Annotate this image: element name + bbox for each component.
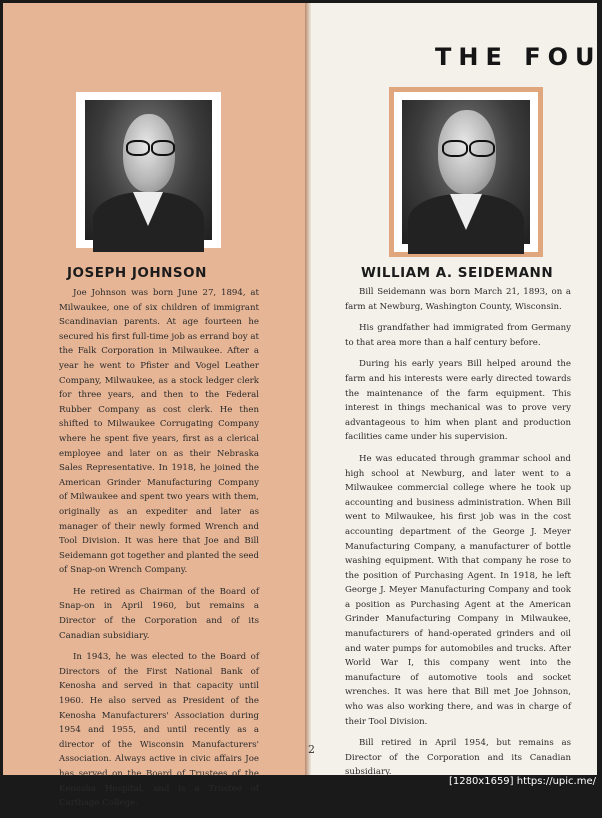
left-paragraph: In 1943, he was elected to the Board of Directors of the First National Bank of Kenosha and served in that capacity until 1960. He also served as President of the Kenosha Manufacturers' Association during 1954 and 1955, and until recently as a director of the Wisconsin Manufacturers' Association. Always active in civic affairs Joe has served on the Board of Trustees of the Kenosha Hospital, and is a Trustee of Carthage College. [59,652,259,809]
source-watermark: [1280x1659] https://upic.me/ [448,776,596,787]
left-paragraph: Joe Johnson was born June 27, 1894, at Milwaukee, one of six children of immigrant Scandinavian parents. At age fourteen he secured his first full-time job as errand boy at the Falk Corporation in Milwaukee. After a year he went to Pfister and Vogel Leather Company, Milwaukee, as a stock ledger clerk for three years, and then to the Federal Rubber Company as cost clerk. He then shifted to Milwaukee Corrugating Company where he spent five years, first as a clerical employee and later on as their Nebraska Sales Representative. In 1918, he joined the American Grinder Manufacturing Company of Milwaukee and spent two years with them, originally as an expediter and later as manager of their newly formed Wrench and Tool Division. It was here that Joe and Bill Seidemann got together and planted the seed of Snap-on Wrench Company. [59,288,259,576]
page-number: 2 [308,743,315,756]
left-page [3,3,305,809]
joseph-johnson-photo [76,92,221,248]
right-paragraph: During his early years Bill helped around the farm and his interests were early directed towards the maintenance of the farm equipment. This interest in things mechanical was to prove very advantageous to him when plant and production facilities came under his supervision. [345,359,571,443]
right-biography [345,285,571,787]
right-page [311,3,602,778]
left-biography [59,286,259,818]
left-paragraph: He retired as Chairman of the Board of Snap-on in April 1960, but remains a Director of the Corporation and of its Canadian subsidiary. [59,586,259,641]
right-paragraph: Bill Seidemann was born March 21, 1893, on a farm at Newburg, Washington County, Wisconsin. [345,287,571,312]
section-title: THE FOU [435,43,602,71]
right-paragraph: He was educated through grammar school and high school at Newburg, and later went to a Milwaukee commercial college where he took up accounting and business administration. When Bill went to Milwaukee, his first job was in the cost accounting department of the George J. Meyer Manufacturing Company, a manufacturer of bottle washing equipment. With that company he rose to the position of Purchasing Agent. In 1918, he left George J. Meyer Manufacturing Company and took a position as Purchasing Agent at the American Grinder Manufacturing Company in Milwaukee, manufacturers of hand-operated grinders and oil and water pumps for automobiles and trucks. After World War I, this company went into the manufacture of automotive tools and socket wrenches. It was here that Bill met Joe Johnson, who was also working there, and was in charge of their Tool Division. [345,453,571,727]
right-paragraph: His grandfather had immigrated from Germany to that area more than a half century before. [345,323,571,348]
william-seidemann-photo [389,87,543,257]
right-paragraph: Bill retired in April 1954, but remains as Director of the Corporation and its Canadian subsidiary. [345,738,571,778]
left-person-name: JOSEPH JOHNSON [67,265,207,281]
right-person-name: WILLIAM A. SEIDEMANN [361,265,554,281]
